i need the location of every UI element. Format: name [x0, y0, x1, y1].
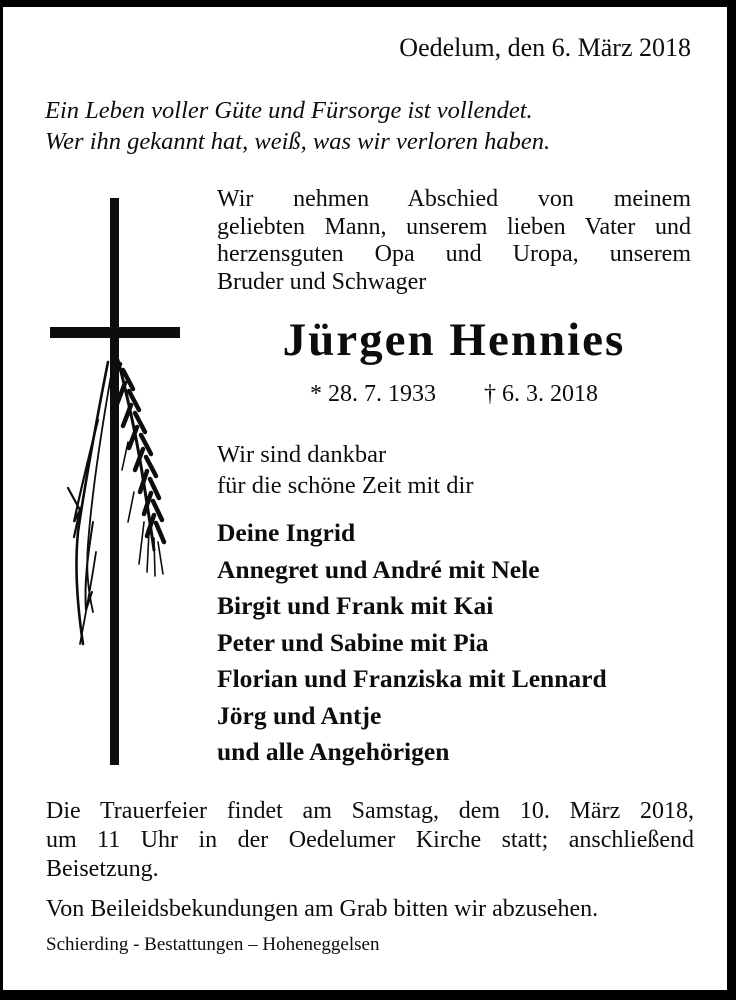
- gratitude-line: für die schöne Zeit mit dir: [217, 472, 474, 499]
- gratitude-line: Wir sind dankbar: [217, 441, 387, 468]
- birth-date: * 28. 7. 1933: [310, 381, 436, 407]
- mourners-list: [217, 515, 707, 771]
- mourner-line: Peter und Sabine mit Pia: [217, 627, 489, 657]
- farewell-paragraph: [217, 186, 691, 296]
- funeral-home-line: Schierding - Bestattungen – Hoheneggelsen: [46, 934, 380, 955]
- cross-horizontal-bar: [50, 327, 180, 338]
- farewell-line: Wir nehmen Abschied von meinem: [217, 186, 691, 212]
- farewell-line: geliebten Mann, unserem lieben Vater und: [217, 213, 691, 240]
- mourner-line: Birgit und Frank mit Kai: [217, 591, 494, 620]
- epigraph: [45, 95, 550, 157]
- cross-vertical-bar: [110, 198, 119, 765]
- mourner-line: Jörg und Antje: [217, 700, 382, 730]
- dateline: Oedelum, den 6. März 2018: [399, 33, 691, 62]
- wheat-leaves: [68, 362, 112, 644]
- farewell-line: Bruder und Schwager: [217, 268, 427, 295]
- epigraph-line: Wer ihn gekannt hat, weiß, was wir verloren haben.: [45, 128, 551, 155]
- funeral-details: [46, 797, 694, 884]
- mourner-line: Deine Ingrid: [217, 518, 356, 547]
- funeral-line: Die Trauerfeier findet am Samstag, dem 10. März 2018,: [46, 798, 694, 824]
- epigraph-line: Ein Leben voller Güte und Fürsorge ist vollendet.: [45, 97, 533, 124]
- mourner-line: und alle Angehörigen: [217, 737, 450, 766]
- cross-and-wheat-icon: [38, 192, 188, 770]
- death-date: † 6. 3. 2018: [484, 381, 598, 407]
- gratitude-text: [217, 439, 474, 501]
- condolence-note: Von Beileidsbekundungen am Grab bitten wir abzusehen.: [46, 896, 599, 922]
- funeral-line: Beisetzung.: [46, 856, 159, 882]
- deceased-name: Jürgen Hennies: [282, 314, 626, 366]
- mourner-line: Florian und Franziska mit Lennard: [217, 664, 607, 693]
- funeral-line: um 11 Uhr in der Oedelumer Kirche statt; anschließend: [46, 827, 694, 853]
- life-dates: [217, 381, 691, 408]
- farewell-line: herzensguten Opa und Uropa, unserem: [217, 241, 691, 267]
- mourner-line: Annegret und André mit Nele: [217, 554, 540, 584]
